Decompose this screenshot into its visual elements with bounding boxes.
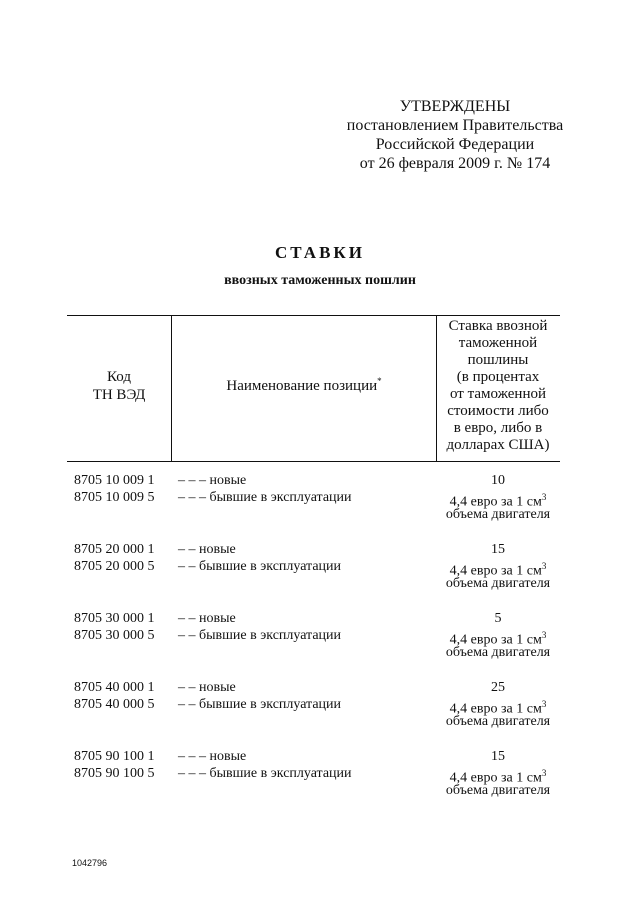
duty-rate <box>436 748 560 765</box>
duty-rate <box>436 472 560 489</box>
approval-line: Российской Федерации <box>375 136 535 153</box>
tnved-code: 8705 90 100 5 <box>74 766 155 781</box>
unit-exponent: 3 <box>541 630 547 640</box>
tariff-group <box>0 541 640 601</box>
position-name: – – бывшие в эксплуатации <box>178 628 342 643</box>
duty-rate-value: 4,4 евро за 1 см <box>449 701 542 717</box>
tnved-code: 8705 30 000 5 <box>74 628 155 643</box>
document-subtitle: ввозных таможенных пошлин <box>224 273 416 288</box>
tnved-code: 8705 20 000 5 <box>74 559 155 574</box>
footnote-mark: * <box>377 376 382 386</box>
table-header-bottom-border <box>67 461 560 462</box>
position-name: – – – новые <box>178 749 247 764</box>
tariff-group <box>0 748 640 808</box>
duty-rate-value: 15 <box>491 749 505 764</box>
unit-exponent: 3 <box>541 561 547 571</box>
tnved-code: 8705 10 009 1 <box>74 473 155 488</box>
duty-rate <box>436 679 560 696</box>
header-rate-line: Ставка ввозной <box>448 318 548 334</box>
header-rate-line: стоимости либо <box>447 403 549 419</box>
header-rate-line: в евро, либо в <box>453 420 543 436</box>
approval-line: постановлением Правительства <box>346 117 564 134</box>
duty-rate-value: 4,4 евро за 1 см <box>449 563 542 579</box>
tnved-code: 8705 10 009 5 <box>74 490 155 505</box>
unit-exponent: 3 <box>541 699 547 709</box>
header-rate-line: (в процентах <box>456 369 540 385</box>
tariff-group <box>0 610 640 670</box>
duty-rate-value: 4,4 евро за 1 см <box>449 494 542 510</box>
position-name: – – новые <box>178 542 236 557</box>
tnved-code: 8705 20 000 1 <box>74 542 155 557</box>
header-rate-line: пошлины <box>467 352 529 368</box>
duty-rate-note: объема двигателя <box>445 783 551 798</box>
tnved-code: 8705 30 000 1 <box>74 611 155 626</box>
header-code-line: Код <box>107 369 131 385</box>
duty-rate-value: 4,4 евро за 1 см <box>449 770 542 786</box>
duty-rate <box>436 541 560 558</box>
position-name: – – – новые <box>178 473 247 488</box>
duty-rate-value: 10 <box>491 473 505 488</box>
tariff-group <box>0 472 640 532</box>
header-rate-line: долларах США) <box>446 437 550 453</box>
position-name: – – новые <box>178 611 236 626</box>
header-name-text: Наименование позиции <box>226 378 378 394</box>
position-name: – – новые <box>178 680 236 695</box>
duty-rate-note: объема двигателя <box>445 645 551 660</box>
document-number: 1042796 <box>72 858 108 868</box>
header-rate <box>436 318 560 454</box>
tnved-code: 8705 40 000 5 <box>74 697 155 712</box>
tariff-group <box>0 679 640 739</box>
position-name: – – – бывшие в эксплуатации <box>178 490 352 505</box>
document-title: СТАВКИ <box>275 243 365 262</box>
unit-exponent: 3 <box>541 768 547 778</box>
header-rate-line: таможенной <box>458 335 538 351</box>
position-name: – – – бывшие в эксплуатации <box>178 766 352 781</box>
duty-rate <box>436 610 560 627</box>
approval-heading: УТВЕРЖДЕНЫ <box>399 98 511 115</box>
table-top-border <box>67 315 560 316</box>
duty-rate-value: 5 <box>494 611 502 626</box>
position-name: – – бывшие в эксплуатации <box>178 559 342 574</box>
duty-rate-value: 25 <box>491 680 505 695</box>
duty-rate-value: 4,4 евро за 1 см <box>449 632 542 648</box>
duty-rate-note: объема двигателя <box>445 714 551 729</box>
approval-date: от 26 февраля 2009 г. № 174 <box>359 155 551 172</box>
unit-exponent: 3 <box>541 492 547 502</box>
duty-rate-value: 15 <box>491 542 505 557</box>
tnved-code: 8705 40 000 1 <box>74 680 155 695</box>
position-name: – – бывшие в эксплуатации <box>178 697 342 712</box>
approval-block <box>330 97 580 173</box>
header-rate-line: от таможенной <box>449 386 547 402</box>
header-code <box>67 368 171 404</box>
header-name <box>172 376 436 395</box>
header-code-line: ТН ВЭД <box>92 387 146 403</box>
duty-rate-note: объема двигателя <box>445 507 551 522</box>
duty-rate-note: объема двигателя <box>445 576 551 591</box>
tnved-code: 8705 90 100 1 <box>74 749 155 764</box>
